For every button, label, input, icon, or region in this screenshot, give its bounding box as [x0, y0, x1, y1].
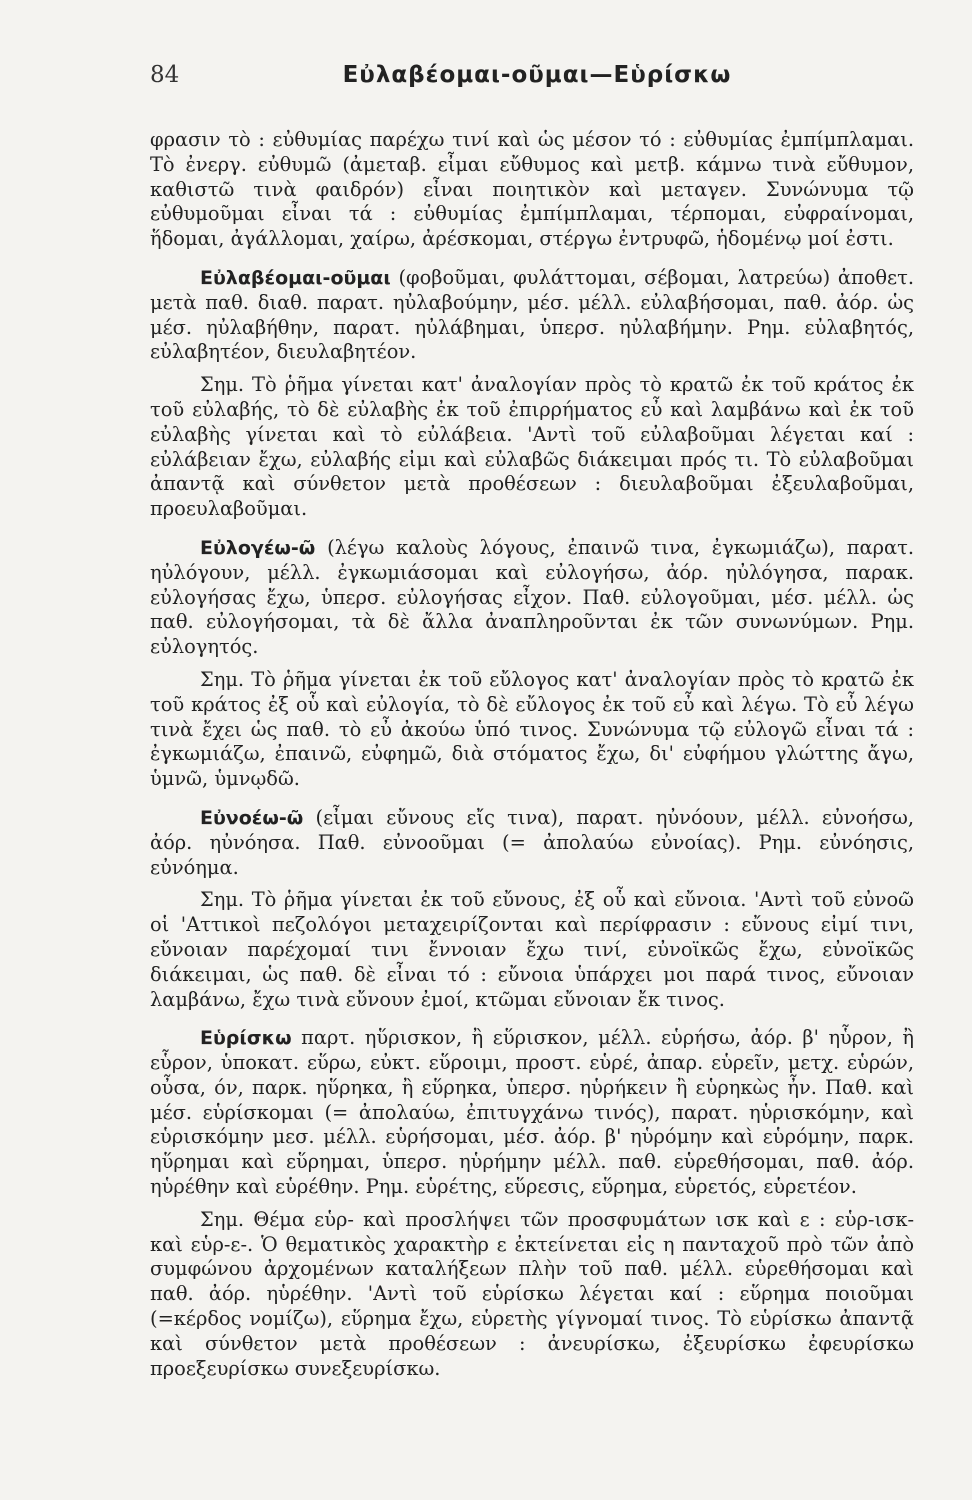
entry-text: παρτ. ηὕρισκον, ἢ εὕρισκον, μέλλ. εὑρήσω, ἀόρ. β' ηὗρον, ἢ εὗρον, ὑποκατ. εὕρω, εὐκτ. εὕροιμι, προστ. εὑρέ, ἀπαρ. εὑρεῖν, μετχ. εὑρών, οὖσα, όν, παρκ. ηὕρηκα, ἢ εὕρηκα, ὑπερσ. ηὑρήκειν ἢ εὑρηκὼς ἦν. Παθ. καὶ μέσ. εὑρίσκομαι (= ἀπολαύω, ἐπιτυγχάνω τινός), παρατ. ηὑρισκόμην, καὶ εὑρισκόμην μεσ. μέλλ. εὑρήσομαι, μέσ. ἀόρ. β' ηὑρόμην καὶ εὑρόμην, παρκ. ηὕρημαι καὶ εὕρημαι, ὑπερσ. ηὑρήμην μέλλ. παθ. εὑρεθήσομαι, παθ. ἀόρ. ηὑρέθην καὶ εὑρέθην. Ρημ. εὑρέτης, εὕρεσις, εὕρημα, εὑρετός, εὑρετέον. [150, 1026, 914, 1199]
continuation-paragraph [150, 128, 914, 252]
note-text: Σημ. Θέμα εὑρ- καὶ προσλήψει τῶν προσφυμάτων ισκ καὶ ε : εὑρ-ισκ- καὶ εὑρ-ε-. Ὁ θεματικὸς χαρακτὴρ ε ἐκτείνεται εἰς η πανταχοῦ πρὸ τῶν ἀπὸ συμφώνου ἀρχομένων καταλήξεων πλὴν τοῦ παθ. μέλλ. εὑρεθήσομαι καὶ παθ. ἀόρ. ηὑρέθην. 'Αντὶ τοῦ εὑρίσκω λέγεται καί : εὕρημα ποιοῦμαι (=κέρδος νομίζω), εὕρημα ἔχω, εὑρετὴς γίγνομαί τινος. Τὸ εὑρίσκω ἀπαντᾷ καὶ σύνθετον μετὰ προθέσεων : ἀνευρίσκω, ἐξευρίσκω ἐφευρίσκω προεξευρίσκω συνεξευρίσκω. [150, 1207, 914, 1380]
entry-text: (φοβοῦμαι, φυλάττομαι, σέβομαι, λατρεύω) ἀποθετ. μετὰ παθ. διαθ. παρατ. ηὐλαβούμην, μέσ. μέλλ. εὐλαβήσομαι, παθ. ἀόρ. ὡς μέσ. ηὐλαβήθην, παρατ. ηὐλάβημαι, ὑπερσ. ηὐλαβήμην. Ρημ. εὐλαβητός, εὐλαβητέον, διευλαβητέον. [150, 265, 914, 364]
headword: Εὐλογέω-ῶ [200, 536, 316, 559]
entry-eunoeo [150, 806, 914, 880]
headword: Εὑρίσκω [200, 1027, 292, 1050]
entry-text: (εἶμαι εὔνους εἴς τινα), παρατ. ηὐνόουν, μέλλ. εὐνοήσω, ἀόρ. ηὐνόησα. Παθ. εὐνοοῦμαι (= ἀπολαύω εὐνοίας). Ρημ. εὐνόησις, εὐνόημα. [150, 805, 914, 879]
entry-eulogeo [150, 536, 914, 660]
note-eunoeo [150, 888, 914, 1012]
entry-eulaveomai [150, 266, 914, 365]
headword: Εὐνοέω-ῶ [200, 806, 304, 829]
page-number: 84 [150, 62, 180, 88]
note-text: Σημ. Τὸ ῥῆμα γίνεται ἐκ τοῦ εὔνους, ἐξ οὗ καὶ εὔνοια. 'Αντὶ τοῦ εὐνοῶ οἱ 'Αττικοὶ πεζολόγοι μεταχειρίζονται καὶ περίφρασιν : εὔνους εἰμί τινι, εὔνοιαν παρέχομαί τινι ἔννοιαν ἔχω τινί, εὐνοϊκῶς ἔχω, εὐνοϊκῶς διάκειμαι, ὡς παθ. δὲ εἶναι τό : εὔνοια ὑπάρχει μοι παρά τινος, εὔνοιαν λαμβάνω, ἔχω τινὰ εὔνουν ἐμοί, κτῶμαι εὔνοιαν ἔκ τινος. [150, 888, 914, 1011]
note-text: Σημ. Τὸ ῥῆμα γίνεται κατ' ἀναλογίαν πρὸς τὸ κρατῶ ἐκ τοῦ κράτος ἐκ τοῦ εὐλαβής, τὸ δὲ εὐλαβὴς ἐκ τοῦ ἐπιρρήματος εὖ καὶ λαμβάνω καὶ ἐκ τοῦ εὐλαβὴς γίνεται καὶ τὸ εὐλάβεια. 'Αντὶ τοῦ εὐλαβοῦμαι λέγεται καί : εὐλάβειαν ἔχω, εὐλαβής εἰμι καὶ εὐλαβῶς διάκειμαι πρός τι. Τὸ εὐλαβοῦμαι ἀπαντᾷ καὶ σύνθετον μετὰ προθέσεων : διευλαβοῦμαι ἐξευλαβοῦμαι, προευλαβοῦμαι. [150, 373, 914, 521]
note-text: Σημ. Τὸ ῥῆμα γίνεται ἐκ τοῦ εὔλογος κατ' ἀναλογίαν πρὸς τὸ κρατῶ ἐκ τοῦ κράτος ἐξ οὗ καὶ εὐλογία, τὸ δὲ εὔλογος ἐκ τοῦ εὖ καὶ λέγω. Τὸ εὖ λέγω τινὰ ἔχει ὡς παθ. τὸ εὖ ἀκούω ὑπό τινος. Συνώνυμα τῷ εὐλογῶ εἶναι τά : ἐγκωμιάζω, ἐπαινῶ, εὐφημῶ, διὰ στόματος ἔχω, δι' εὐφήμου γλώττης ἄγω, ὑμνῶ, ὑμνῳδῶ. [150, 667, 914, 791]
note-eulogeo [150, 668, 914, 792]
entry-text: (λέγω καλοὺς λόγους, ἐπαινῶ τινα, ἐγκωμιάζω), παρατ. ηὐλόγουν, μέλλ. ἐγκωμιάσομαι καὶ εὐλογήσω, ἀόρ. ηὐλόγησα, παρακ. εὐλογήσας ἔχω, ὑπερσ. εὐλογήσας εἶχον. Παθ. εὐλογοῦμαι, μέσ. μέλλ. ὡς παθ. εὐλογήσομαι, τὰ δὲ ἄλλα ἀναπληροῦνται ἐκ τῶν συνωνύμων. Ρημ. εὐλογητός. [150, 535, 914, 659]
headword: Εὐλαβέομαι-οῦμαι [200, 266, 391, 289]
note-euriskso [150, 1208, 914, 1382]
page-header [150, 62, 914, 88]
entry-euriskso [150, 1026, 914, 1200]
paragraph-text: φρασιν τὸ : εὐθυμίας παρέχω τινί καὶ ὡς μέσον τό : εὐθυμίας ἐμπίμπλαμαι. Τὸ ἐνεργ. εὐθυμῶ (ἀμεταβ. εἶμαι εὔθυμος καὶ μετβ. κάμνω τινὰ εὔθυμον, καθιστῶ τινὰ φαιδρόν) εἶναι ποιητικὸν καὶ μεταγεν. Συνώνυμα τῷ εὐθυμοῦμαι εἶναι τά : εὐθυμίας ἐμπίμπλαμαι, τέρπομαι, εὐφραίνομαι, ἥδομαι, ἀγάλλομαι, χαίρω, ἀρέσκομαι, στέργω ἐντρυφῶ, ἡδομένῳ μοί ἐστι. [150, 128, 914, 251]
note-eulaveomai [150, 373, 914, 522]
running-head: Εὐλαβέομαι-οῦμαι—Εὑρίσκω [342, 62, 732, 88]
